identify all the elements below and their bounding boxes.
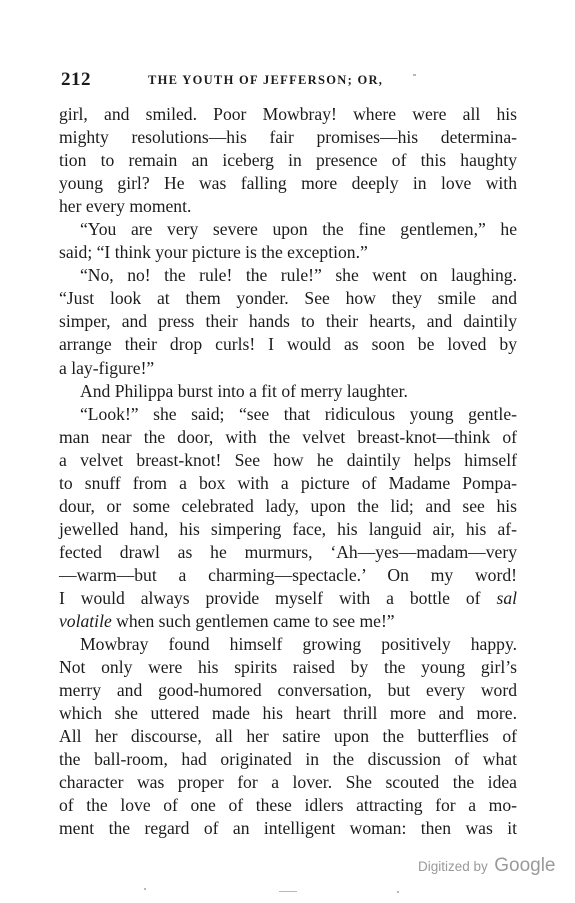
text-line: the ball-room, had originated in the discussion of what — [59, 749, 517, 770]
text-line: to snuff from a box with a picture of Madame Pompa- — [59, 472, 517, 493]
text-line: her every moment. — [59, 196, 192, 217]
text-line: “You are very severe upon the fine gentlemen,” he — [80, 219, 517, 240]
text-line: dour, or some celebrated lady, upon the lid; and see his — [59, 495, 517, 516]
text-line: All her discourse, all her satire upon the butterflies of — [59, 726, 517, 747]
text-line: Not only were his spirits raised by the young girl’s — [59, 657, 517, 678]
text-line: a velvet breast-knot! See how he daintily helps himself — [59, 449, 517, 470]
watermark-brand: Google — [494, 855, 556, 876]
body-text — [59, 103, 517, 841]
text-line: “No, no! the rule! the rule!” she went on laughing. — [80, 265, 517, 286]
text-line: “Just look at them yonder. See how they smile and — [59, 288, 517, 309]
text-line: said; “I think your picture is the exception.” — [59, 242, 368, 263]
text-line: fected drawl as he murmurs, ‘Ah—yes—madam—very — [59, 541, 517, 562]
page-number: 212 — [61, 69, 91, 90]
text-line: tion to remain an iceberg in presence of this haughty — [59, 150, 517, 171]
text-line: simper, and press their hands to their hearts, and daintily — [59, 311, 517, 332]
scan-speck — [279, 891, 297, 892]
text-line: mighty resolutions—his fair promises—his determina- — [59, 127, 517, 148]
text-line: “Look!” she said; “see that ridiculous young gentle- — [80, 403, 517, 424]
text-line: which she uttered made his heart thrill more and more. — [59, 703, 517, 724]
text-line: young girl? He was falling more deeply in love with — [59, 173, 517, 194]
scan-speck — [397, 891, 399, 893]
text-line: volatile when such gentlemen came to see me!” — [59, 611, 395, 632]
text-line: ment the regard of an intelligent woman: then was it — [59, 818, 517, 839]
text-line: girl, and smiled. Poor Mowbray! where were all his — [59, 104, 517, 124]
scan-speck — [144, 888, 146, 890]
text-line: jewelled hand, his simpering face, his languid air, his af- — [59, 518, 517, 539]
digitization-watermark — [418, 855, 556, 877]
text-line: man near the door, with the velvet breast-knot—think of — [59, 426, 517, 447]
text-line: merry and good-humored conversation, but every word — [59, 680, 517, 701]
running-title: THE YOUTH OF JEFFERSON; OR, — [148, 73, 384, 87]
text-line: a lay-figure!” — [59, 357, 155, 378]
text-line: arrange their drop curls! I would as soon be loved by — [59, 334, 517, 355]
text-line: —warm—but a charming—spectacle.’ On my word! — [59, 564, 517, 585]
text-line: character was proper for a lover. She scouted the idea — [59, 772, 517, 793]
text-line: I would always provide myself with a bottle of sal — [59, 587, 518, 608]
text-line: of the love of one of these idlers attracting for a mo- — [59, 795, 517, 816]
watermark-prefix: Digitized by — [418, 859, 488, 874]
text-line: And Philippa burst into a fit of merry laughter. — [80, 380, 408, 401]
running-head — [61, 69, 521, 93]
scan-speck — [413, 74, 416, 76]
text-line: Mowbray found himself growing positively happy. — [80, 634, 517, 655]
